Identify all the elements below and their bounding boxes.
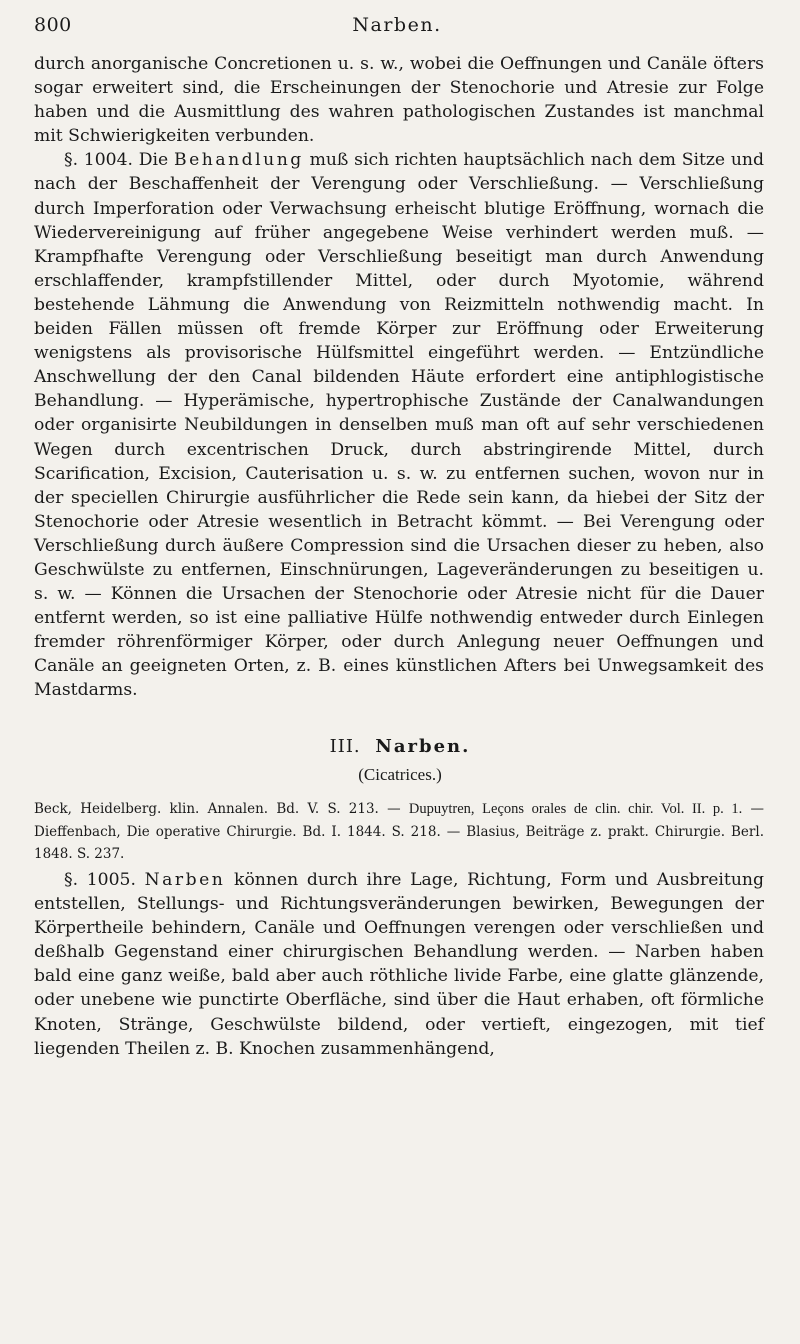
- paragraph-1004: [34, 148, 764, 702]
- reference-author-latin: Dupuytren, Leçons orales de clin. chir. Vol. II. p. 1.: [408, 801, 743, 817]
- paragraph-text: muß sich richten hauptsächlich nach dem Sitze und nach der Beschaffenheit der Verengung oder Verschließung. — Verschließung durch Imperforation oder Verwachsung erheischt blutige Eröffnung, wornach die Wiedervereinigung auf früher angegebene Weise verhindert werden muß. — Krampfhafte Verengung oder Verschließung beseitigt man durch Anwendung erschlaffender, krampfstillender Mittel, oder durch Myotomie, während bestehende Lähmung die Anwendung von Reizmitteln nothwendig macht. In beiden Fällen müssen oft fremde Körper zur Eröffnung oder Erweiterung wenigstens als provisorische Hülfsmittel eingeführt werden. — Entzündliche Anschwellung der den Canal bildenden Häute erfordert eine antiphlogistische Behandlung. — Hyperämische, hypertrophische Zustände der Canalwandungen oder organisirte Neubildungen in denselben muß man oft auf sehr verschiedenen Wegen durch excentrischen Druck, durch abstringirende Mittel, durch Scarification, Excision, Cauterisation u. s. w. zu entfernen suchen, wovon nur in der speciellen Chirurgie ausführlicher die Rede sein kann, da hiebei der Sitz der Stenochorie oder Atresie wesentlich in Betracht kömmt. — Bei Verengung oder Verschließung durch äußere Compression sind die Ursachen dieser zu heben, also Geschwülste zu entfernen, Einschnürungen, Lageveränderungen zu beseitigen u. s. w. — Können die Ursachen der Stenochorie oder Atresie nicht für die Dauer entfernt werden, so ist eine palliative Hülfe nothwendig entweder durch Einlegen fremder röhrenförmiger Körper, oder durch Anlegung neuer Oeffnungen und Canäle an geeigneten Orten, z. B. eines künstlichen Afters bei Unwegsamkeit des Mastdarms.: [34, 150, 764, 701]
- paragraph-1005: [34, 868, 764, 1061]
- running-head: [34, 14, 760, 44]
- paragraph-lead: Die: [138, 150, 169, 171]
- section-1005-block: [34, 868, 764, 1061]
- page-number: 800: [34, 14, 72, 36]
- section-heading-title: Narben.: [375, 736, 471, 757]
- section-heading-latin: (Cicatrices.): [358, 765, 442, 784]
- paragraph-text: können durch ihre Lage, Richtung, Form und Ausbreitung entstellen, Stellungs- und Richtungsveränderungen bewirken, Bewegungen der Körpertheile behindern, Canäle und Oeffnungen verengen oder verschließen und deßhalb Gegenstand einer chirurgischen Behandlung werden. — Narben haben bald eine ganz weiße, bald aber auch röthliche livide Farbe, eine glatte glänzende, oder unebene wie punctirte Oberfläche, sind über die Haut erhaben, oft förmliche Knoten, Stränge, Geschwülste bildend, oder vertieft, eingezogen, mit tief liegenden Theilen z. B. Knochen zusammenhängend,: [34, 870, 764, 1059]
- paragraph-keyword: Narben: [144, 870, 226, 890]
- section-1004-block: [34, 52, 764, 703]
- section-heading: [0, 736, 800, 757]
- continuation-paragraph: durch anorganische Concretionen u. s. w., wobei die Oeffnungen und Canäle öfters sogar erweitert sind, die Erscheinungen der Stenochorie und Atresie zur Folge haben und die Ausmittlung des wahren pathologischen Zustandes ist manchmal mit Schwierigkeiten verbunden.: [34, 54, 764, 147]
- section-roman-numeral: III.: [329, 736, 361, 757]
- paragraph-number: §. 1005.: [64, 870, 136, 890]
- paragraph-keyword: Behandlung: [173, 150, 304, 171]
- paragraph-number: §. 1004.: [64, 150, 134, 171]
- reference-part-2: — Dieffenbach, Die operative Chirurgie. Bd. I. 1844. S. 218. — Blasius, Beiträge z. prakt. Chirurgie. Berl. 1848. S. 237.: [34, 801, 764, 862]
- page-heading: Narben.: [352, 14, 442, 36]
- references: [34, 798, 764, 866]
- reference-part-1: Beck, Heidelberg. klin. Annalen. Bd. V. S. 213. —: [34, 801, 401, 817]
